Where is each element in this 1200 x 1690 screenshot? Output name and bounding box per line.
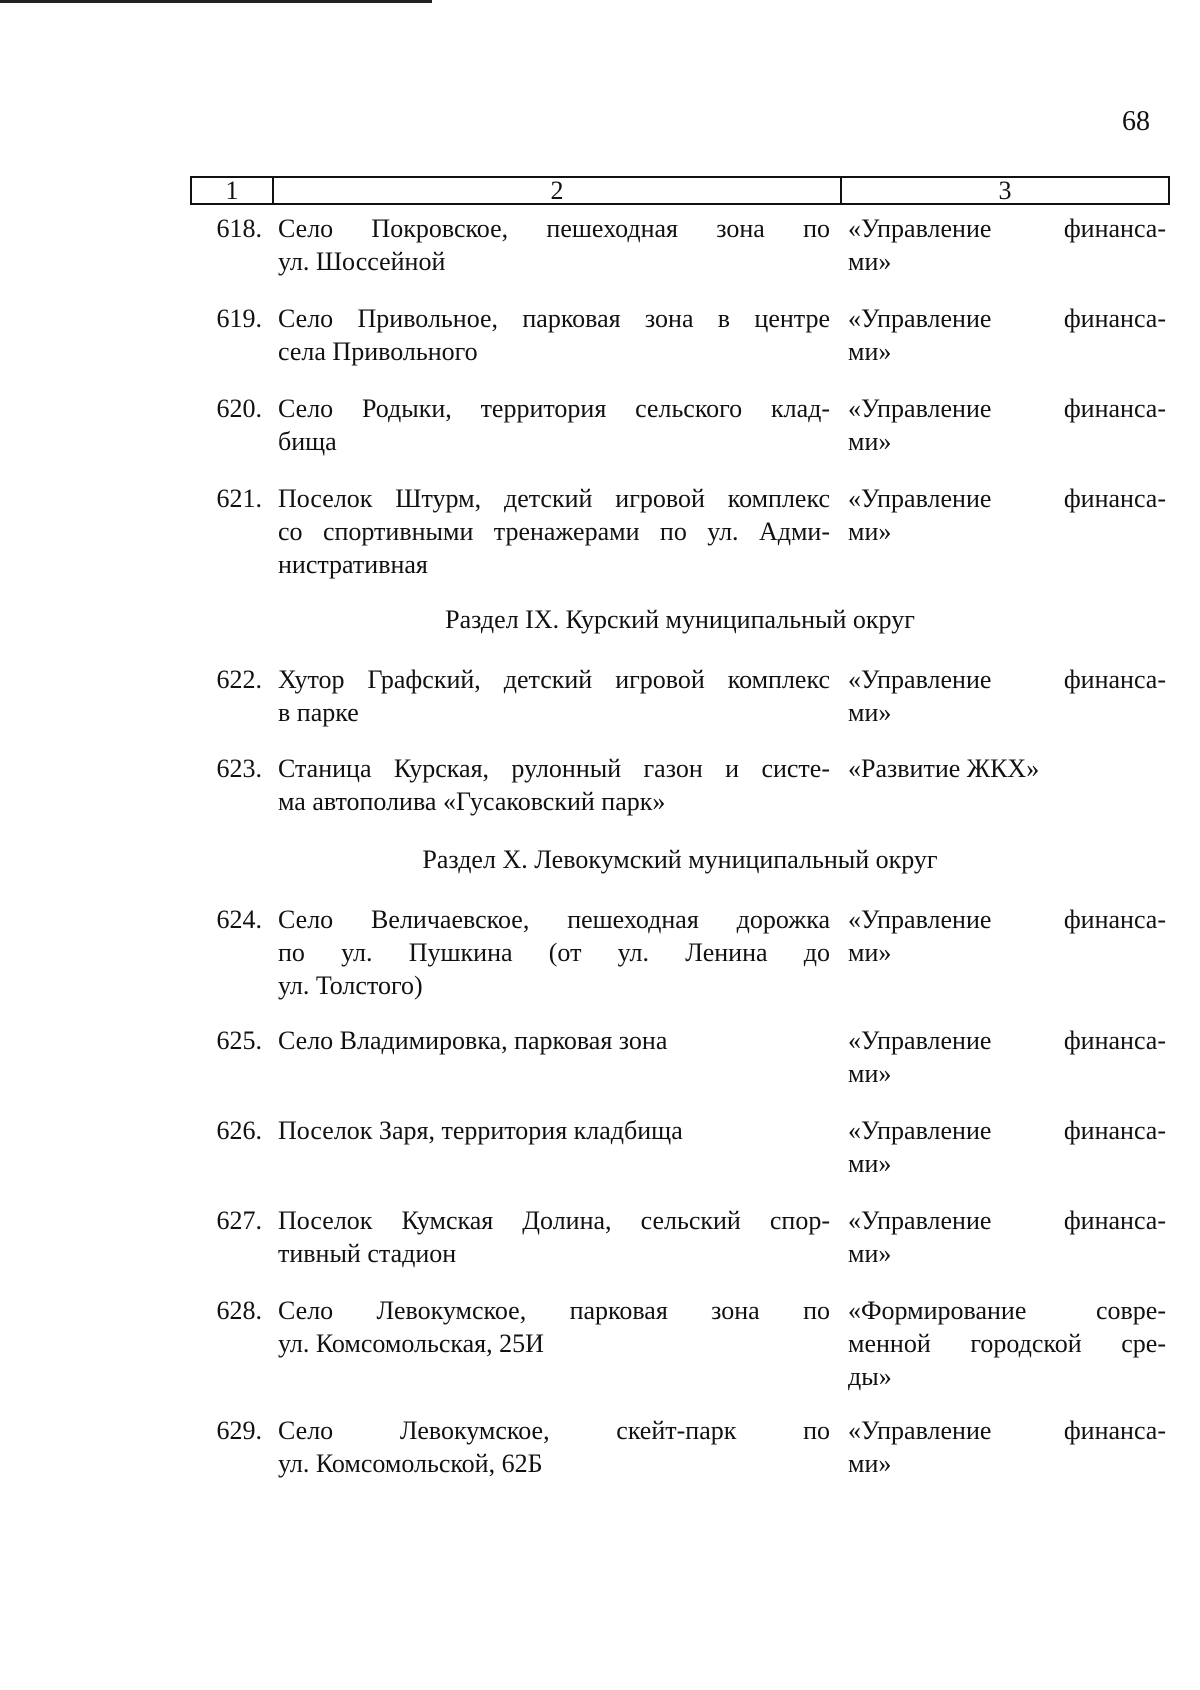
program-line: ми» [848,427,892,456]
row-program [848,212,1166,278]
program-line: «Управление финанса- [848,1116,1166,1145]
program-line: ды» [848,1362,892,1391]
row-program [848,903,1166,969]
program-line: «Формирование совре- [848,1296,1166,1325]
description-line: ул. Толстого) [278,971,423,1000]
row-program [848,663,1166,729]
row-program [848,1204,1166,1270]
row-program [848,1114,1166,1180]
row-program [848,302,1166,368]
description-line: Поселок Штурм, детский игровой комплекс [278,484,830,513]
row-number: 618. [216,214,262,243]
row-number: 623. [216,754,262,783]
row-number: 625. [216,1026,262,1055]
row-description [278,752,830,818]
program-line: «Управление финанса- [848,905,1166,934]
row-program [848,1294,1166,1393]
program-line: ми» [848,1449,892,1478]
program-line: «Управление финанса- [848,1416,1166,1445]
row-number: 624. [216,905,262,934]
row-number: 619. [216,304,262,333]
description-line: Село Левокумское, скейт-парк по [278,1416,830,1445]
row-program [848,482,1166,548]
description-line: нистративная [278,550,428,579]
row-description [278,212,830,278]
description-line: Село Покровское, пешеходная зона по [278,214,830,243]
row-description [278,302,830,368]
description-line: ул. Комсомольская, 25И [278,1329,544,1358]
row-description [278,1414,830,1480]
row-program [848,392,1166,458]
description-line: Хутор Графский, детский игровой комплекс [278,665,830,694]
program-line: «Управление финанса- [848,1206,1166,1235]
description-line: ул. Комсомольской, 62Б [278,1449,543,1478]
row-description [278,663,830,729]
row-description [278,482,830,581]
row-description [278,1204,830,1270]
section-heading: Раздел X. Левокумский муниципальный округ [422,845,938,874]
program-line: «Управление финанса- [848,394,1166,423]
row-program [848,1414,1166,1480]
description-line: Станица Курская, рулонный газон и систе- [278,754,830,783]
column-header-1: 1 [192,178,274,203]
program-line: «Управление финанса- [848,214,1166,243]
page-number: 68 [1122,106,1150,137]
description-line: Поселок Кумская Долина, сельский спор- [278,1206,830,1235]
row-description [278,1024,830,1057]
row-description [278,392,830,458]
row-program [848,752,1166,785]
description-line: ма автополива «Гусаковский парк» [278,787,666,816]
program-line: ми» [848,517,892,546]
top-rule [0,0,432,3]
row-program [848,1024,1166,1090]
program-line: «Управление финанса- [848,484,1166,513]
description-line: тивный стадион [278,1239,457,1268]
program-line: ми» [848,247,892,276]
description-line: Поселок Заря, территория кладбища [278,1116,683,1145]
description-line: по ул. Пушкина (от ул. Ленина до [278,938,830,967]
row-number: 627. [216,1206,262,1235]
description-line: со спортивными тренажерами по ул. Адми- [278,517,830,546]
row-description [278,1114,830,1147]
description-line: в парке [278,698,359,727]
row-number: 629. [216,1416,262,1445]
program-line: менной городской сре- [848,1329,1166,1358]
program-line: ми» [848,337,892,366]
section-heading: Раздел IX. Курский муниципальный округ [445,605,915,634]
program-line: ми» [848,1059,892,1088]
description-line: Село Левокумское, парковая зона по [278,1296,830,1325]
program-line: «Управление финанса- [848,1026,1166,1055]
program-line: «Управление финанса- [848,304,1166,333]
description-line: Село Величаевское, пешеходная дорожка [278,905,830,934]
program-line: ми» [848,698,892,727]
program-line: ми» [848,1239,892,1268]
description-line: бища [278,427,337,456]
program-line: «Развитие ЖКХ» [848,754,1040,783]
program-line: ми» [848,1149,892,1178]
row-number: 621. [216,484,262,513]
description-line: села Привольного [278,337,478,366]
column-header-3: 3 [998,176,1012,205]
column-header-2: 2 [274,178,842,203]
row-description [278,903,830,1002]
row-number: 622. [216,665,262,694]
description-line: Село Родыки, территория сельского клад- [278,394,830,423]
description-line: Село Привольное, парковая зона в центре [278,304,830,333]
row-description [278,1294,830,1360]
table-header-row [190,176,1170,205]
row-number: 626. [216,1116,262,1145]
description-line: Село Владимировка, парковая зона [278,1026,668,1055]
program-line: ми» [848,938,892,967]
row-number: 620. [216,394,262,423]
description-line: ул. Шоссейной [278,247,446,276]
row-number: 628. [216,1296,262,1325]
program-line: «Управление финанса- [848,665,1166,694]
